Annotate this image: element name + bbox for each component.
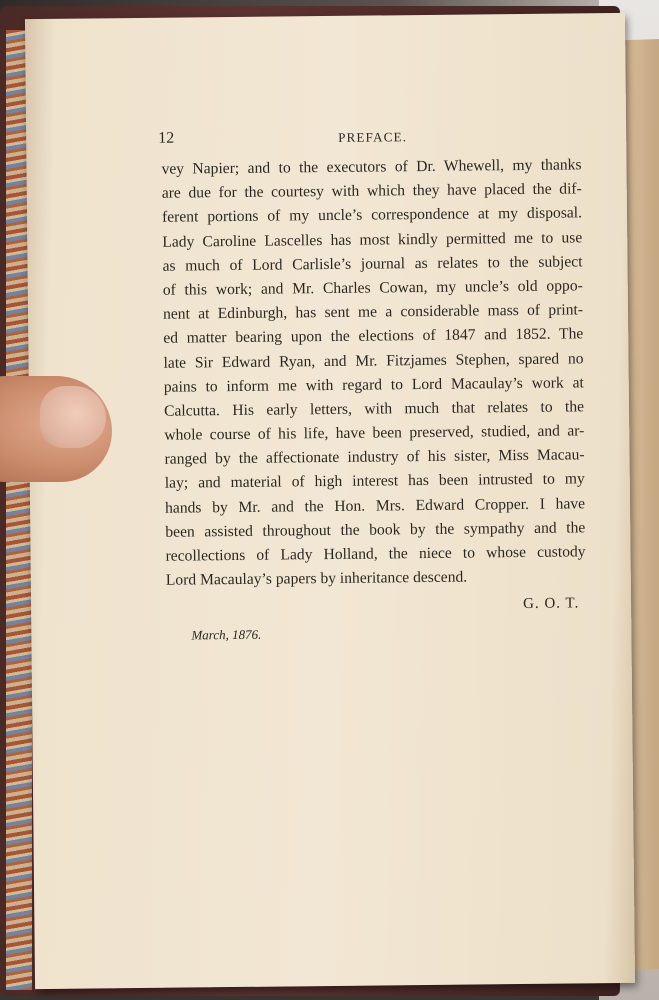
thumbnail — [40, 386, 106, 448]
text-line: whole course of his life, have been preserved, studied, and ar- — [164, 422, 585, 444]
text-line: Calcutta. His early letters, with much that relates to the — [163, 398, 585, 420]
author-initials: G. O. T. — [523, 595, 580, 612]
text-line: nent at Edinburgh, has sent me a considerable mass of print- — [162, 301, 584, 323]
running-head: PREFACE. — [338, 129, 408, 145]
text-line: ed matter bearing upon the elections of 1847 and 1852. The — [163, 325, 584, 348]
book-page — [25, 13, 635, 989]
text-line: hands by Mr. and the Hon. Mrs. Edward Cropper. I have — [164, 494, 586, 517]
text-line: recollections of Lady Holland, the niece to whose custody — [165, 543, 586, 565]
body-text — [161, 153, 586, 593]
text-line: vey Napier; and to the executors of Dr. Whewell, my thanks — [161, 156, 582, 178]
text-line: pains to inform me with regard to Lord Macaulay’s work at — [163, 374, 584, 396]
text-line: ferent portions of my uncle’s correspondence at my disposal. — [161, 204, 583, 227]
text-line: late Sir Edward Ryan, and Mr. Fitzjames Stephen, spared no — [163, 349, 584, 372]
text-line: Lady Caroline Lascelles has most kindly permitted me to use — [162, 228, 583, 251]
page-number: 12 — [158, 129, 175, 147]
text-line-last: Lord Macaulay’s papers by inheritance descend. — [165, 568, 468, 589]
text-line: lay; and material of high interest has been intrusted to my — [164, 470, 585, 493]
text-line: been assisted throughout the book by the sympathy and the — [165, 519, 586, 541]
text-line: as much of Lord Carlisle’s journal as relates to the subject — [162, 253, 583, 275]
text-line: ranged by the affectionate industry of his sister, Miss Macau- — [164, 446, 585, 468]
preface-date: March, 1876. — [191, 626, 262, 643]
text-line: are due for the courtesy with which they have placed the dif- — [161, 180, 582, 202]
text-line: of this work; and Mr. Charles Cowan, my uncle’s old oppo- — [162, 277, 583, 299]
